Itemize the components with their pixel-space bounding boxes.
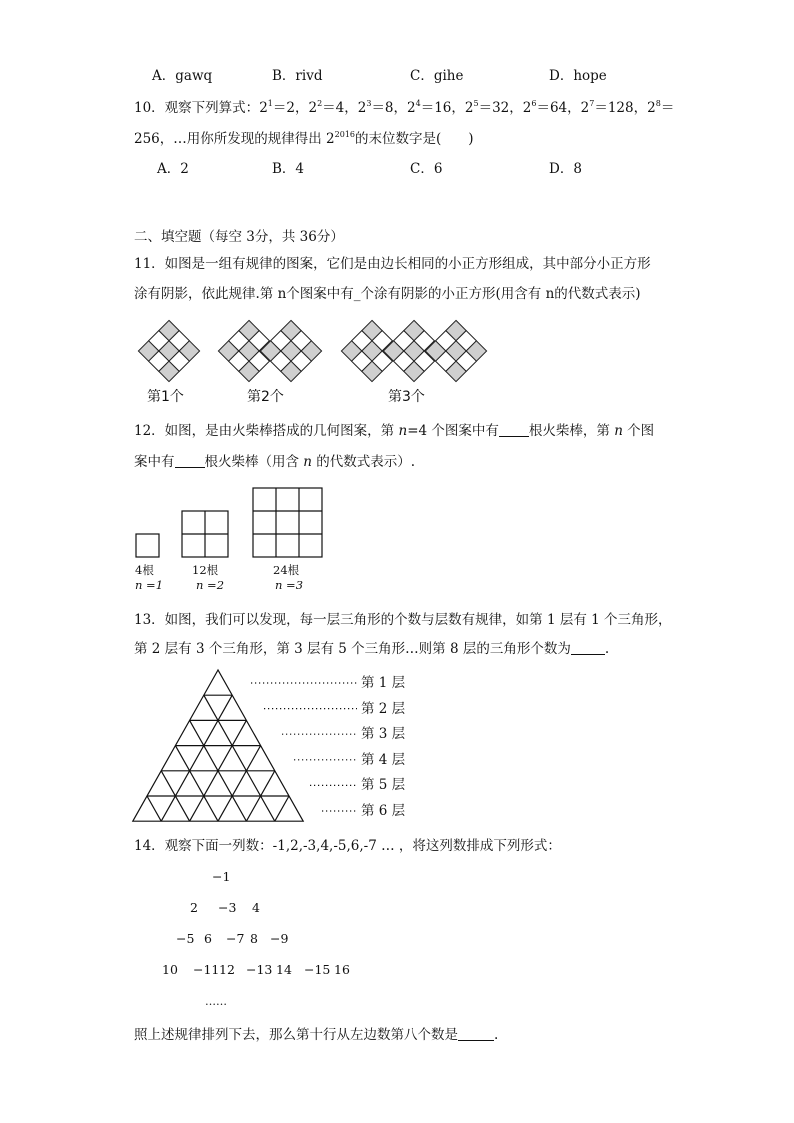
q10-line2: 256，…用你所发现的规律得出 $2^{2016}$的末位数字是( ) [134,130,474,147]
q9-option-b: B．rivd [272,68,323,84]
q14-number: −1 [212,869,231,884]
section-title: 二、填空题（每空 3分，共 36分） [134,229,344,245]
q14-number: 14 [276,962,292,977]
q14-number: 4 [252,900,260,915]
q12-label-2: 12根 [192,563,219,577]
q10-power-1: $2^1=2$， [259,99,309,116]
q12-label-3: 24根 [273,563,300,577]
q14-line1: 14．观察下面一列数：-1,2,-3,4,-5,6,-7 … ，将这列数排成下列形式： [134,838,561,854]
q14-number: −13 [246,962,273,977]
q10-option-d: D．8 [549,161,582,177]
q14-number: −7 [226,931,245,946]
q14-number: −15 [304,962,331,977]
q10-power-5: $2^5=32$， [464,99,523,116]
q12-line1: 12．如图，是由火柴棒搭成的几何图案，第 n=4 个图案中有 根火柴棒，第 n 个图 [134,423,655,439]
q11-caption-2: 第2个 [247,389,284,405]
q14-number: 12 [219,962,235,977]
q12-label-1: 4根 [135,563,154,577]
q10-option-a: A．2 [157,161,189,177]
q10-power-3: $2^3=8$， [357,99,408,116]
q14-number: 2 [190,900,198,915]
q14-number: −11 [193,962,220,977]
q11-line1: 11．如图是一组有规律的图案，它们是由边长相同的小正方形组成，其中部分小正方形 [134,256,651,272]
q9-option-a: A．gawq [152,68,213,84]
q10-power-7: $2^7=128$， [580,99,648,116]
q10-power-8: $2^8=$ [647,99,675,116]
q13-line1: 13．如图，我们可以发现，每一层三角形的个数与层数有规律，如第 1 层有 1 个三角形， [134,612,672,628]
q13-layer-label: 第 3 层 [361,726,406,743]
q13-layer-label: 第 2 层 [361,700,406,717]
q11-caption-1: 第1个 [147,389,184,405]
q12-n-1: n =1 [135,578,164,592]
q10-power-2: $2^2=4$， [308,99,358,116]
q13-layer-label: 第 1 层 [361,675,406,691]
q14-number: 6 [204,931,212,946]
q14-blank[interactable] [458,1026,494,1041]
q13-layer-label: 第 5 层 [361,777,406,794]
q14-number: −3 [218,900,237,915]
q10-prefix: 10．观察下列算式： [134,100,260,116]
q12-line2: 案中有 根火柴棒（用含 n 的代数式表示）. [134,454,416,470]
q10-option-c: C．6 [410,161,443,177]
q14-number: −5 [176,931,195,946]
q13-line2: 第 2 层有 3 个三角形，第 3 层有 5 个三角形…则第 8 层的三角形个数为 . [134,641,610,657]
q14-last-line: 照上述规律排列下去，那么第十行从左边数第八个数是 . [134,1027,499,1043]
q13-layer-label: 第 6 层 [361,803,406,819]
q10-power-6: $2^6=64$， [522,99,581,116]
q12-n-3: n =3 [275,578,304,592]
q10-power-4: $2^4=16$， [407,99,465,116]
q14-number: 16 [334,962,350,977]
q14-number: 10 [162,962,178,977]
q9-option-c: C．gihe [410,68,464,84]
q10-option-b: B．4 [272,161,305,177]
q14-number: −9 [270,931,289,946]
q12-n-2: n =2 [196,578,225,592]
q14-ellipsis: …… [205,995,227,1008]
q9-option-d: D．hope [549,68,607,84]
q11-line2: 涂有阴影，依此规律.第 n个图案中有_个涂有阴影的小正方形(用含有 n的代数式表示) [134,286,641,302]
q11-caption-3: 第3个 [388,389,425,405]
q13-layer-label: 第 4 层 [361,751,406,768]
q14-number: 8 [250,931,258,946]
